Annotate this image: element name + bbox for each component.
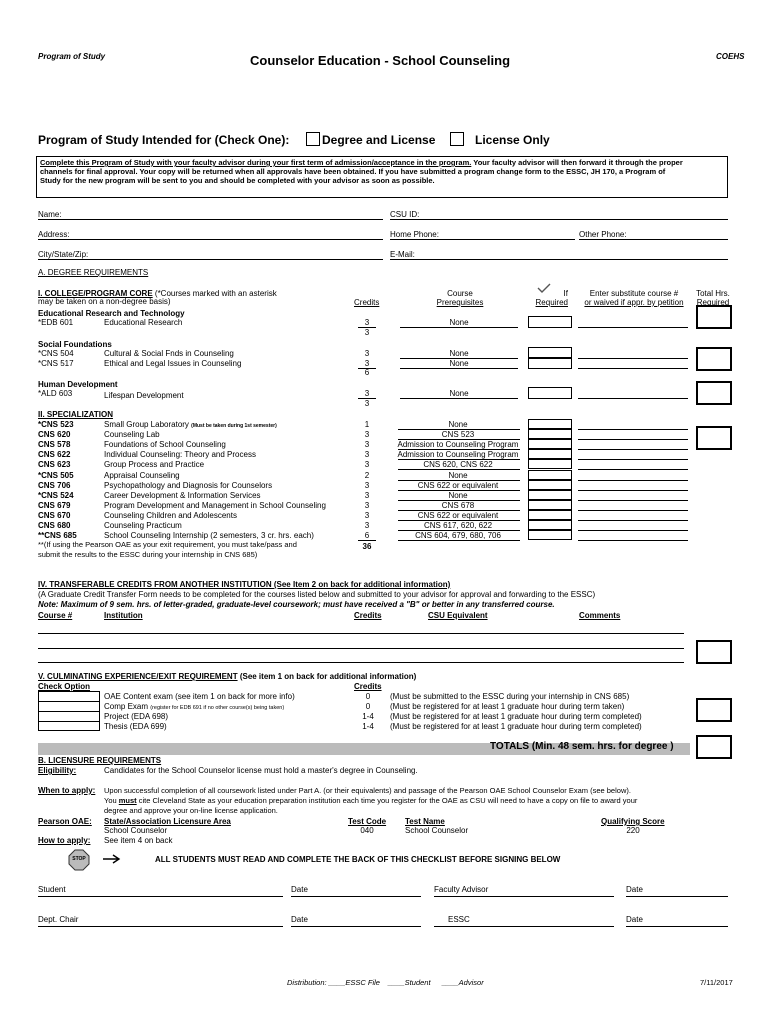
must-read-notice: ALL STUDENTS MUST READ AND COMPLETE THE BACK OF THIS CHECKLIST BEFORE SIGNING BELOW bbox=[155, 855, 561, 864]
instructions-line3: Study for the new program will be sent to you and should be completed with your advisor as soon as possible. bbox=[40, 176, 435, 185]
substitute-line[interactable] bbox=[578, 368, 688, 369]
course-prereq: None bbox=[449, 318, 469, 327]
if-required-box[interactable] bbox=[528, 316, 572, 328]
if-required-box[interactable] bbox=[528, 510, 572, 520]
home-phone-label: Home Phone: bbox=[390, 230, 439, 239]
substitute-line[interactable] bbox=[578, 500, 688, 501]
course-credits: 3 bbox=[364, 521, 370, 530]
course-name: Counseling Practicum bbox=[104, 521, 182, 530]
course-name: Ethical and Legal Issues in Counseling bbox=[104, 359, 242, 368]
course-prereq: CNS 617, 620, 622 bbox=[423, 521, 493, 530]
score-value: 220 bbox=[626, 826, 640, 835]
course-credits: 6 bbox=[364, 531, 370, 541]
other-phone-label: Other Phone: bbox=[579, 230, 627, 239]
course-credits: 3 bbox=[364, 480, 370, 490]
course-prereq: CNS 678 bbox=[441, 500, 475, 510]
course-prereq: None bbox=[449, 359, 469, 368]
specialization-title: II. SPECIALIZATION bbox=[38, 410, 113, 419]
core-title: I. COLLEGE/PROGRAM CORE (*Courses marked with an asterisk bbox=[38, 289, 277, 298]
course-code: *CNS 504 bbox=[38, 349, 74, 358]
exit-option-name: OAE Content exam (see item 1 on back for more info) bbox=[104, 692, 295, 701]
core-note: may be taken on a non-degree basis) bbox=[38, 297, 171, 306]
if-required-box[interactable] bbox=[528, 459, 572, 469]
total-hours-box[interactable] bbox=[696, 347, 732, 371]
course-credits: 3 bbox=[364, 349, 370, 358]
col-credits: Credits bbox=[354, 298, 380, 307]
pearson-label: Pearson OAE: bbox=[38, 817, 92, 826]
spec-total: 36 bbox=[362, 542, 372, 551]
city-line[interactable] bbox=[38, 259, 383, 260]
name-label: Name: bbox=[38, 210, 62, 219]
course-code: *EDB 601 bbox=[38, 318, 74, 327]
email-line[interactable] bbox=[390, 259, 728, 260]
date-line[interactable] bbox=[626, 926, 728, 927]
course-code: *ALD 603 bbox=[38, 389, 73, 398]
date-label: Date bbox=[626, 885, 643, 894]
section-iv-note: Note: Maximum of 9 sem. hrs. of letter-graded, graduate-level coursework; must have received a "B" or better in any transferred course. bbox=[38, 600, 555, 609]
exit-option-name: Comp Exam (register for EDB 691 if no other course(s) being taken) bbox=[104, 702, 285, 711]
exit-option-credits: 0 bbox=[365, 702, 371, 711]
exit-option-credits: 0 bbox=[365, 692, 371, 701]
exit-option-desc: (Must be registered for at least 1 graduate hour during term completed) bbox=[390, 722, 642, 731]
license-only-label: License Only bbox=[475, 133, 550, 147]
other-phone-line[interactable] bbox=[579, 239, 728, 240]
substitute-line[interactable] bbox=[578, 449, 688, 450]
course-credits: 3 bbox=[364, 440, 370, 450]
course-code: CNS 622 bbox=[38, 450, 71, 460]
distribution-label: Distribution: ____ESSC File bbox=[287, 978, 380, 987]
test-name-value: School Counselor bbox=[405, 826, 469, 835]
arrow-right-icon bbox=[102, 854, 122, 864]
section-b-title: B. LICENSURE REQUIREMENTS bbox=[38, 756, 162, 765]
course-prereq: CNS 604, 679, 680, 706 bbox=[415, 531, 501, 541]
exit-option-credits: 1-4 bbox=[362, 712, 374, 721]
transfer-row-line[interactable] bbox=[38, 648, 684, 649]
if-required-box[interactable] bbox=[528, 449, 572, 459]
email-label: E-Mail: bbox=[390, 250, 415, 259]
apply-line3: degree and approve your on-line license application. bbox=[104, 806, 278, 815]
substitute-line[interactable] bbox=[578, 398, 688, 399]
grand-total-box[interactable] bbox=[696, 735, 732, 759]
col-if-required: If Required bbox=[535, 289, 568, 307]
substitute-line[interactable] bbox=[578, 459, 688, 460]
if-required-box[interactable] bbox=[528, 490, 572, 500]
total-hours-box[interactable] bbox=[696, 381, 732, 405]
course-code: CNS 706 bbox=[38, 480, 71, 490]
course-prereq: CNS 622 or equivalent bbox=[417, 510, 499, 520]
check-option-label: Check Option bbox=[38, 682, 91, 691]
col-substitute: Enter substitute course # or waived if appr. by petition bbox=[584, 289, 684, 307]
course-code: CNS 620 bbox=[38, 430, 71, 440]
course-code: CNS 578 bbox=[38, 440, 71, 450]
course-prereq: CNS 622 or equivalent bbox=[417, 480, 499, 490]
if-required-box[interactable] bbox=[528, 419, 572, 429]
address-label: Address: bbox=[38, 230, 70, 239]
section-a-title: A. DEGREE REQUIREMENTS bbox=[38, 268, 149, 277]
how-apply-text: See item 4 on back bbox=[104, 836, 173, 845]
date-line[interactable] bbox=[626, 896, 728, 897]
course-credits: 3 bbox=[364, 510, 370, 520]
city-label: City/State/Zip: bbox=[38, 250, 89, 259]
spec-note-1: **(If using the Pearson OAE as your exit requirement, you must take/pass and bbox=[38, 540, 297, 549]
distribution-student: ____Student bbox=[388, 978, 431, 987]
if-required-box[interactable] bbox=[528, 357, 572, 369]
instructions-line2: channels for final approval. Your copy will be returned when all approvals have been obtained. If you have submitted a program change form to the ESSC, JH 170, a Program of bbox=[40, 167, 666, 176]
substitute-line[interactable] bbox=[578, 510, 688, 511]
area-value: School Counselor bbox=[104, 826, 168, 835]
header-right: COEHS bbox=[716, 52, 745, 61]
substitute-line[interactable] bbox=[578, 480, 688, 481]
course-name: Foundations of School Counseling bbox=[104, 440, 226, 450]
apply-line1: Upon successful completion of all coursework listed under Part A. (or their equivalents) and passage of the Pearson OAE School Counselor Exam (see below). bbox=[104, 786, 631, 795]
area-header: State/Association Licensure Area bbox=[104, 817, 231, 826]
course-name: Program Development and Management in School Counseling bbox=[104, 500, 326, 510]
if-required-box[interactable] bbox=[528, 439, 572, 449]
eligibility-text: Candidates for the School Counselor license must hold a master's degree in Counseling. bbox=[104, 766, 418, 775]
group-human-development: Human Development bbox=[38, 380, 118, 389]
course-code: CNS 623 bbox=[38, 460, 71, 470]
col-course-num: Course # bbox=[38, 611, 73, 620]
chair-sign-label: Dept. Chair bbox=[38, 915, 79, 924]
csu-id-label: CSU ID: bbox=[390, 210, 420, 219]
course-name: Individual Counseling: Theory and Process bbox=[104, 450, 256, 460]
when-apply-label: When to apply: bbox=[38, 786, 96, 795]
course-code: CNS 680 bbox=[38, 521, 71, 530]
course-name: Counseling Lab bbox=[104, 430, 160, 440]
substitute-line[interactable] bbox=[578, 327, 688, 328]
group-subtotal: 3 bbox=[364, 328, 370, 337]
course-prereq: Admission to Counseling Program bbox=[397, 450, 519, 460]
score-header: Qualifying Score bbox=[601, 817, 665, 826]
if-required-box[interactable] bbox=[528, 520, 572, 530]
course-name: Group Process and Practice bbox=[104, 460, 205, 470]
course-name: Counseling Children and Adolescents bbox=[104, 510, 237, 520]
col-prereq: Course Prerequisites bbox=[436, 289, 484, 307]
substitute-line[interactable] bbox=[578, 540, 688, 541]
total-hours-box[interactable] bbox=[696, 305, 732, 329]
page-title: Counselor Education - School Counseling bbox=[250, 53, 511, 68]
total-hours-box[interactable] bbox=[696, 698, 732, 722]
test-code-value: 040 bbox=[360, 826, 374, 835]
test-code-header: Test Code bbox=[348, 817, 387, 826]
section-iv-line1: (A Graduate Credit Transfer Form needs to be completed for the courses listed below and submitted to your advisor for approval and forwarding to the ESSC) bbox=[38, 590, 596, 599]
course-prereq: None bbox=[449, 389, 469, 398]
col-csu-equivalent: CSU Equivalent bbox=[428, 611, 488, 620]
date-label: Date bbox=[291, 885, 308, 894]
group-subtotal: 3 bbox=[364, 399, 370, 408]
col-credits: Credits bbox=[354, 611, 382, 620]
degree-license-label: Degree and License bbox=[322, 133, 436, 147]
home-phone-line[interactable] bbox=[390, 239, 575, 240]
course-code: **CNS 685 bbox=[38, 531, 77, 541]
distribution-advisor: ____Advisor bbox=[442, 978, 484, 987]
exit-option-desc: (Must be submitted to the ESSC during your internship in CNS 685) bbox=[390, 692, 630, 701]
col-comments: Comments bbox=[579, 611, 621, 620]
csu-id-line[interactable] bbox=[390, 219, 728, 220]
course-credits: 3 bbox=[364, 389, 370, 398]
col-total: Total Hrs. Required bbox=[696, 289, 730, 307]
substitute-line[interactable] bbox=[578, 520, 688, 521]
exit-option-name: Thesis (EDA 699) bbox=[104, 722, 167, 731]
address-line[interactable] bbox=[38, 239, 383, 240]
course-name: Small Group Laboratory (Must be taken during 1st semester) bbox=[104, 420, 277, 429]
apply-line2: You must cite Cleveland State as your education preparation institution each time you register for the OAE as CSU will need to have a copy on file to award your bbox=[104, 796, 638, 805]
chair-sign-line[interactable] bbox=[38, 926, 283, 927]
degree-license-checkbox[interactable] bbox=[306, 132, 320, 146]
group-social-foundations: Social Foundations bbox=[38, 340, 112, 349]
section-iv-title: IV. TRANSFERABLE CREDITS FROM ANOTHER INSTITUTION (See Item 2 on back for additional information) bbox=[38, 580, 451, 589]
course-code: *CNS 523 bbox=[38, 420, 74, 429]
course-credits: 3 bbox=[364, 450, 370, 460]
substitute-line[interactable] bbox=[578, 358, 688, 359]
advisor-sign-label: Faculty Advisor bbox=[434, 885, 489, 894]
course-code: *CNS 517 bbox=[38, 359, 74, 368]
spec-note-2: submit the results to the ESSC during your internship in CNS 685) bbox=[38, 550, 258, 559]
date-line[interactable] bbox=[291, 926, 421, 927]
course-prereq: None bbox=[448, 470, 468, 480]
totals-label: TOTALS (Min. 48 sem. hrs. for degree ) bbox=[490, 741, 674, 752]
group-edu-research: Educational Research and Technology bbox=[38, 309, 185, 318]
course-credits: 3 bbox=[364, 500, 370, 510]
course-prereq: CNS 523 bbox=[441, 430, 475, 440]
group-subtotal: 6 bbox=[364, 368, 370, 377]
student-sign-label: Student bbox=[38, 885, 66, 894]
date-label: Date bbox=[626, 915, 643, 924]
if-required-box[interactable] bbox=[528, 470, 572, 480]
substitute-line[interactable] bbox=[578, 490, 688, 491]
eligibility-label: Eligibility: bbox=[38, 766, 77, 775]
course-credits: 2 bbox=[364, 470, 370, 480]
course-prereq: None bbox=[448, 490, 468, 500]
if-required-box[interactable] bbox=[528, 387, 572, 399]
course-prereq: Admission to Counseling Program bbox=[397, 440, 519, 450]
instructions-line1: Complete this Program of Study with your faculty advisor during your first term of admission/acceptance in the program. Your faculty advisor will then forward it through the proper bbox=[40, 158, 683, 167]
test-name-header: Test Name bbox=[405, 817, 445, 826]
course-name: Lifespan Development bbox=[104, 391, 184, 400]
course-credits: 1 bbox=[364, 420, 370, 429]
essc-sign-label: ESSC bbox=[448, 915, 470, 924]
course-prereq: None bbox=[448, 420, 468, 429]
section-v-title: V. CULMINATING EXPERIENCE/EXIT REQUIREMENT (See item 1 on back for additional information) bbox=[38, 672, 417, 681]
course-credits: 3 bbox=[364, 430, 370, 440]
course-name: Educational Research bbox=[104, 318, 183, 327]
total-hours-box[interactable] bbox=[696, 640, 732, 664]
exit-option-credits: 1-4 bbox=[362, 722, 374, 731]
date-line[interactable] bbox=[291, 896, 421, 897]
date-label: Date bbox=[291, 915, 308, 924]
course-code: CNS 670 bbox=[38, 510, 71, 520]
course-code: CNS 679 bbox=[38, 500, 71, 510]
course-code: *CNS 524 bbox=[38, 490, 74, 500]
substitute-line[interactable] bbox=[578, 429, 688, 430]
course-credits: 3 bbox=[364, 359, 370, 368]
essc-sign-line[interactable] bbox=[434, 926, 614, 927]
name-line[interactable] bbox=[38, 219, 383, 220]
if-required-box[interactable] bbox=[528, 530, 572, 540]
stop-label: STOP bbox=[72, 856, 86, 862]
intended-label: Program of Study Intended for (Check One): bbox=[38, 133, 290, 147]
if-required-box[interactable] bbox=[528, 429, 572, 439]
substitute-line[interactable] bbox=[578, 469, 688, 470]
transfer-row-line[interactable] bbox=[38, 662, 684, 663]
substitute-line[interactable] bbox=[578, 530, 688, 531]
transfer-row-line[interactable] bbox=[38, 633, 684, 634]
course-name: Appraisal Counseling bbox=[104, 470, 180, 480]
section-v-credits: Credits bbox=[354, 682, 382, 691]
course-name: Psychopathology and Diagnosis for Counselors bbox=[104, 480, 273, 490]
exit-option-desc: (Must be registered for at least 1 graduate hour during term completed) bbox=[390, 712, 642, 721]
exit-option-desc: (Must be registered for at least 1 graduate hour during term taken) bbox=[390, 702, 625, 711]
course-name: Cultural & Social Fnds in Counseling bbox=[104, 349, 234, 358]
course-code: *CNS 505 bbox=[38, 470, 74, 480]
how-apply-label: How to apply: bbox=[38, 836, 91, 845]
advisor-sign-line[interactable] bbox=[434, 896, 614, 897]
if-required-box[interactable] bbox=[528, 480, 572, 490]
header-left: Program of Study bbox=[38, 52, 106, 61]
course-name: School Counseling Internship (2 semesters, 3 cr. hrs. each) bbox=[104, 531, 314, 541]
course-credits: 3 bbox=[364, 460, 370, 470]
total-hours-box[interactable] bbox=[696, 426, 732, 450]
course-credits: 3 bbox=[364, 318, 370, 327]
if-required-box[interactable] bbox=[528, 500, 572, 510]
student-sign-line[interactable] bbox=[38, 896, 283, 897]
license-only-checkbox[interactable] bbox=[450, 132, 464, 146]
footer-date: 7/11/2017 bbox=[700, 978, 733, 987]
course-prereq: None bbox=[449, 349, 469, 358]
course-name: Career Development & Information Services bbox=[104, 490, 261, 500]
col-institution: Institution bbox=[104, 611, 143, 620]
course-credits: 3 bbox=[364, 490, 370, 500]
exit-option-name: Project (EDA 698) bbox=[104, 712, 169, 721]
course-prereq: CNS 620, CNS 622 bbox=[423, 460, 493, 470]
substitute-line[interactable] bbox=[578, 439, 688, 440]
